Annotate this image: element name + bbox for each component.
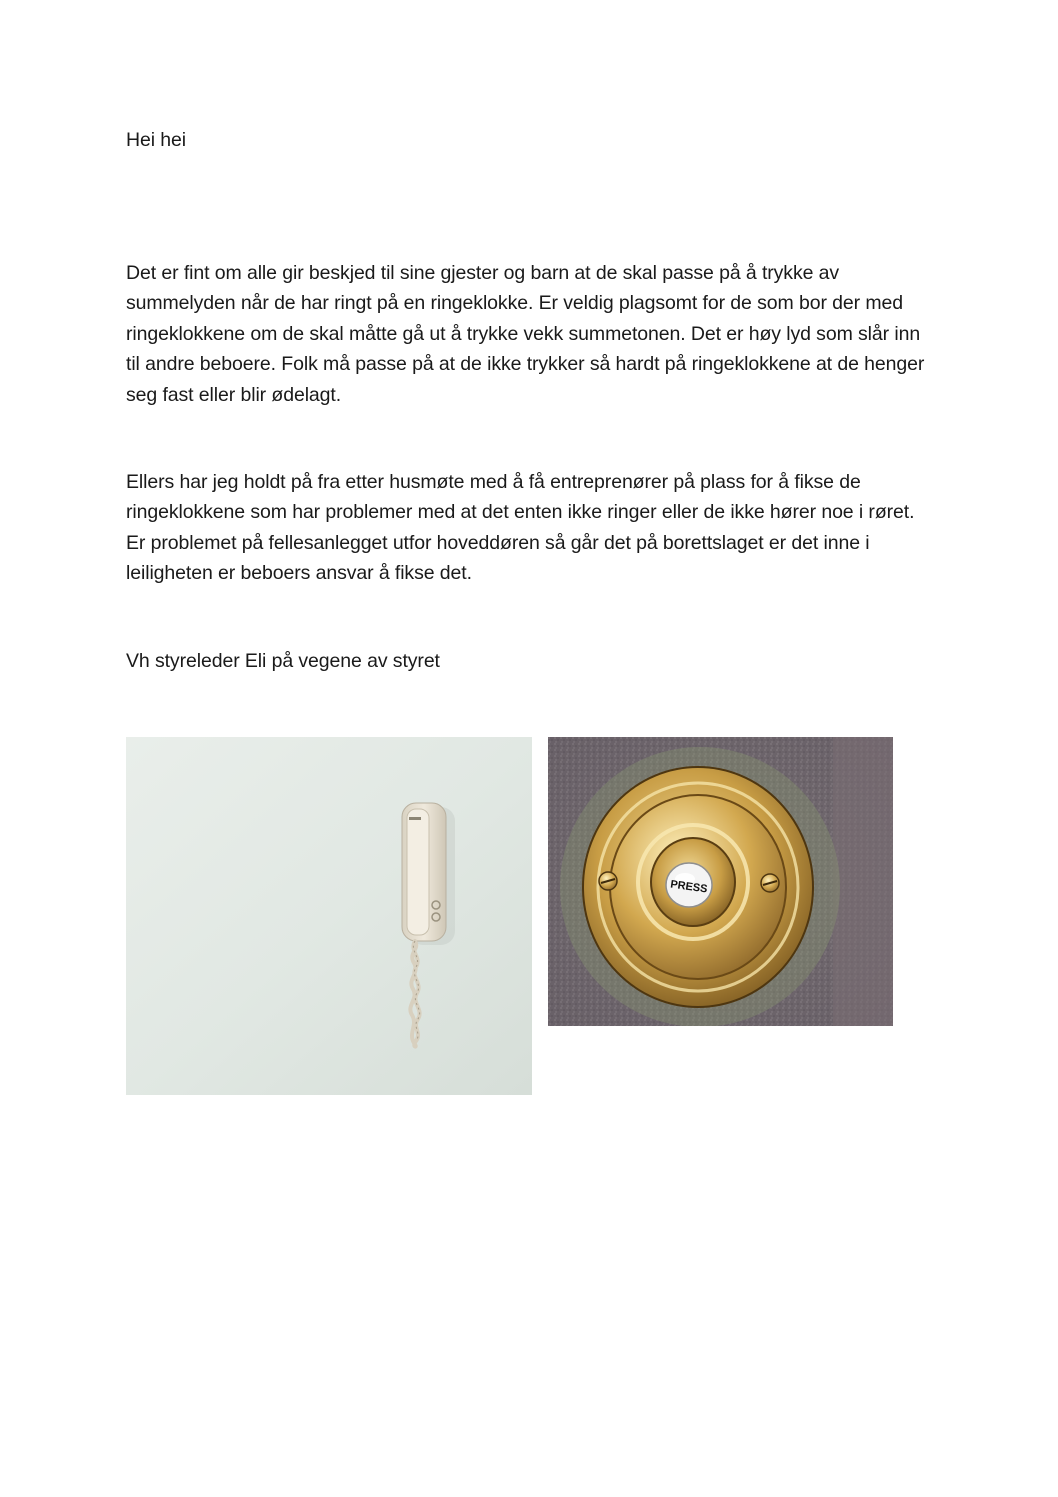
letter-paragraph-2: Ellers har jeg holdt på fra etter husmøte med å få entreprenører på plass for å fikse de ringeklokkene som har problemer med at det enten ikke ringer eller de ikke hører noe i røret. Er problemet på fellesanlegget utfor hoveddøren så går det på borettslaget er det inne i leiligheten er beboers ansvar å fikse det. xyxy=(126,471,915,585)
letter-greeting: Hei hei xyxy=(126,129,186,151)
doorbell-photo xyxy=(548,737,893,1026)
letter-signature: Vh styreleder Eli på vegene av styret xyxy=(126,650,440,672)
letter-paragraph-1: Det er fint om alle gir beskjed til sine gjester og barn at de skal passe på å trykke av summelyden når de har ringt på en ringeklokke. Er veldig plagsomt for de som bor der med ringeklokkene om de skal måtte gå ut å trykke vekk summetonen. Det er høy lyd som slår inn til andre beboere. Folk må passe på at de ikke trykker så hardt på ringeklokkene at de henger seg fast eller blir ødelagt. xyxy=(126,262,925,406)
intercom-handset-photo xyxy=(126,737,532,1095)
doorbell-press-label: PRESS xyxy=(669,878,709,896)
